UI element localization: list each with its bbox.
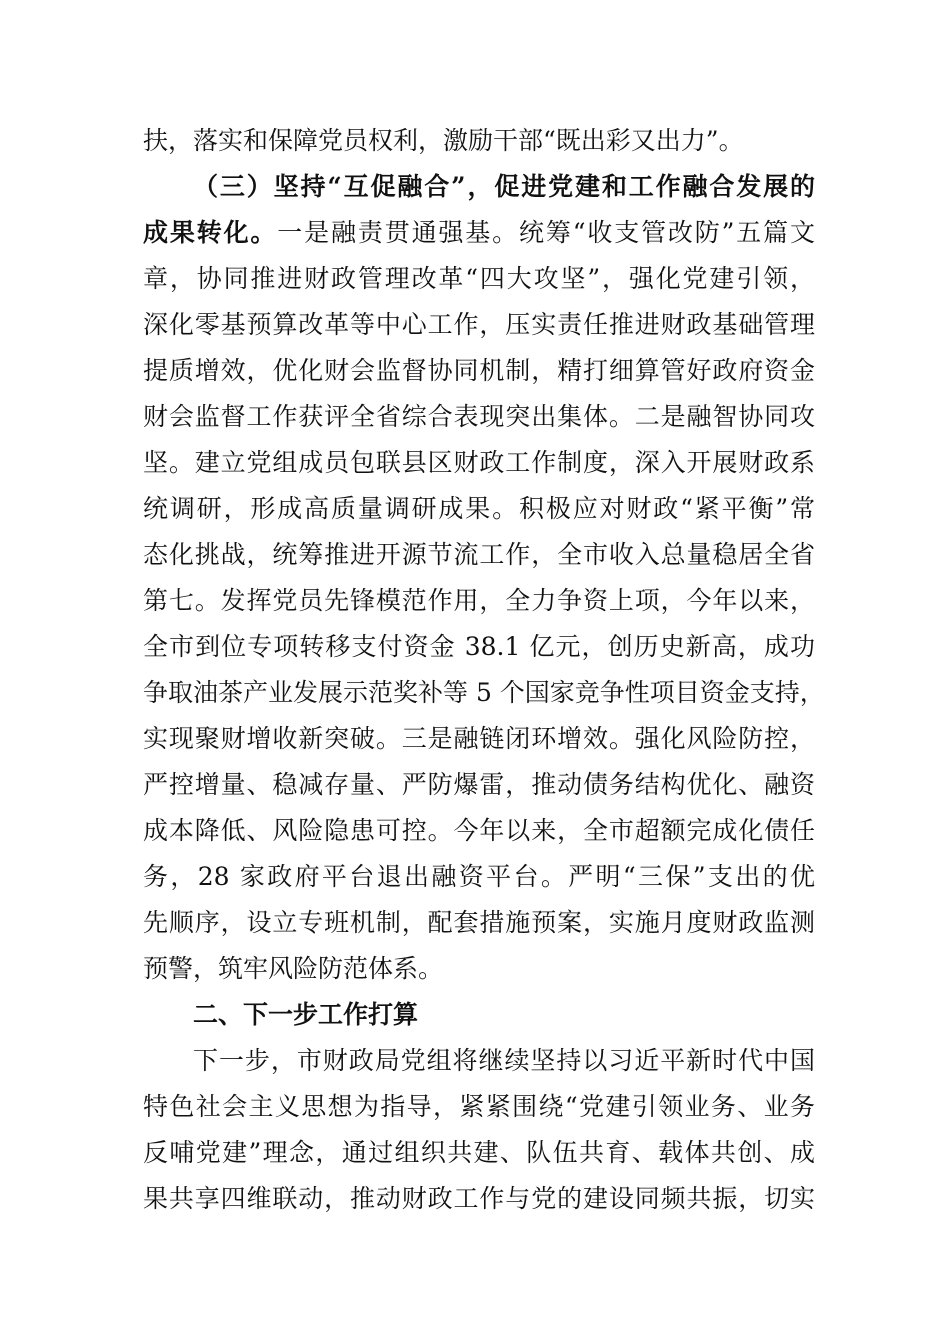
paragraph-line: 务，28 家政府平台退出融资平台。严明“三保”支出的优 [143,862,815,891]
paragraph-line: 扶，落实和保障党员权利，激励干部“既出彩又出力”。 [143,126,744,155]
section-heading-text: 成果转化。 [143,218,278,247]
paragraph-line: 坚。建立党组成员包联县区财政工作制度，深入开展财政系 [143,448,815,477]
paragraph-line: 实现聚财增收新突破。三是融链闭环增效。强化风险防控， [143,724,815,753]
paragraph-line: 提质增效，优化财会监督协同机制，精打细算管好政府资金 [143,356,815,385]
paragraph-line: 全市到位专项转移支付资金 38.1 亿元，创历史新高，成功 [143,632,815,661]
paragraph-text: 一是融责贯通强基。统筹“收支管改防”五篇文 [277,218,815,247]
paragraph-line: 章，协同推进财政管理改革“四大攻坚”，强化党建引领， [143,264,815,293]
paragraph-line: 财会监督工作获评全省综合表现突出集体。二是融智协同攻 [143,402,815,431]
paragraph-line: 果共享四维联动，推动财政工作与党的建设同频共振，切实 [143,1184,815,1213]
paragraph-line: 深化零基预算改革等中心工作，压实责任推进财政基础管理 [143,310,815,339]
paragraph-line: 争取油茶产业发展示范奖补等 5 个国家竞争性项目资金支持， [143,678,825,707]
paragraph-line: 第七。发挥党员先锋模范作用，全力争资上项，今年以来， [143,586,815,615]
paragraph-line: 下一步，市财政局党组将继续坚持以习近平新时代中国 [193,1046,815,1075]
section-heading-text: （三）坚持“互促融合”，促进党建和工作融合发展的 [193,172,815,201]
section-heading-line [143,164,815,210]
paragraph-line: 先顺序，设立专班机制，配套措施预案，实施月度财政监测 [143,908,815,937]
paragraph-line: 严控增量、稳减存量、严防爆雷，推动债务结构优化、融资 [143,770,815,799]
paragraph-line: 统调研，形成高质量调研成果。积极应对财政“紧平衡”常 [143,494,815,523]
paragraph-line: 特色社会主义思想为指导，紧紧围绕“党建引领业务、业务 [143,1092,815,1121]
paragraph-line: 预警，筑牢风险防范体系。 [143,954,444,983]
paragraph-line: 态化挑战，统筹推进开源节流工作，全市收入总量稳居全省 [143,540,815,569]
paragraph-line: 反哺党建”理念，通过组织共建、队伍共育、载体共创、成 [143,1138,815,1167]
document-body [143,118,825,1222]
paragraph-line [143,210,815,256]
chapter-heading: 二、下一步工作打算 [193,1000,419,1029]
paragraph-line: 成本降低、风险隐患可控。今年以来，全市超额完成化债任 [143,816,815,845]
